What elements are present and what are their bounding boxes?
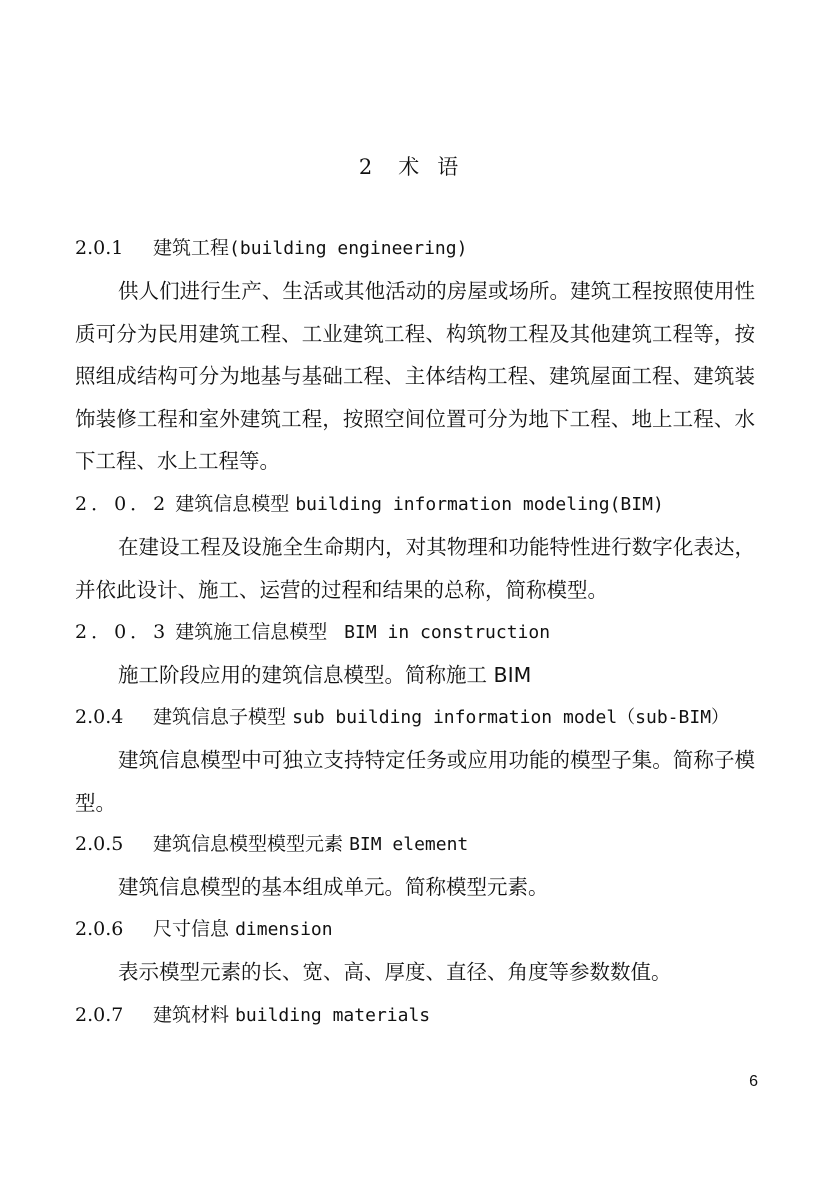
chapter-number: 2 (358, 155, 375, 179)
term-definition-2-0-3: 施工阶段应用的建筑信息模型。简称施工 BIM (118, 663, 532, 687)
term-name-zh: 建筑工程 (153, 237, 230, 259)
term-name-zh: 建筑信息模型模型元素 (153, 833, 344, 855)
term-definition-2-0-5: 建筑信息模型的基本组成单元。简称模型元素。 (118, 875, 549, 899)
term-name-en: BIM in construction (333, 622, 551, 643)
term-definition-2-0-6: 表示模型元素的长、宽、高、厚度、直径、角度等参数数值。 (118, 960, 672, 984)
term-name-zh: 建筑信息模型 (175, 493, 290, 515)
term-number: 2.0.4 (75, 706, 124, 728)
term-heading-2-0-2 (75, 489, 765, 519)
term-name-zh: 尺寸信息 (153, 918, 230, 940)
term-name-zh: 建筑材料 (153, 1004, 230, 1026)
chapter-title (0, 150, 827, 184)
term-heading-2-0-4 (75, 702, 765, 732)
term-definition-2-0-4: 建筑信息模型中可独立支持特定任务或应用功能的模型子集。简称子模型。 (75, 748, 755, 815)
term-name-zh: 建筑施工信息模型 (175, 621, 328, 643)
term-name-en: (building engineering) (229, 238, 468, 259)
term-number: 2.0.1 (75, 237, 124, 259)
term-heading-2-0-7 (75, 1000, 765, 1030)
chapter-title-char-2: 语 (437, 155, 461, 179)
chapter-title-char-1: 术 (398, 155, 422, 179)
term-heading-2-0-6 (75, 914, 765, 944)
term-name-en: dimension (235, 919, 333, 940)
term-name-en: BIM element (349, 834, 469, 855)
term-name-en: building information modeling(BIM) (295, 494, 664, 515)
term-heading-2-0-1 (75, 233, 765, 263)
page-number: 6 (749, 1073, 758, 1090)
term-number: 2.0.7 (75, 1004, 124, 1026)
term-definition-2-0-2: 在建设工程及设施全生命期内，对其物理和功能特性进行数字化表达，并依此设计、施工、运营的过程和结果的总称，简称模型。 (75, 535, 755, 602)
term-number: 2．0．3 (75, 621, 170, 643)
term-heading-2-0-3 (75, 617, 765, 647)
term-heading-2-0-5 (75, 829, 765, 859)
term-name-en: building materials (235, 1005, 431, 1026)
term-name-en: sub building information model（sub-BIM） (292, 707, 730, 728)
term-number: 2.0.5 (75, 833, 124, 855)
term-name-zh: 建筑信息子模型 (153, 706, 287, 728)
term-definition-2-0-1: 供人们进行生产、生活或其他活动的房屋或场所。建筑工程按照使用性质可分为民用建筑工程、工业建筑工程、构筑物工程及其他建筑工程等，按照组成结构可分为地基与基础工程、主体结构工程、建筑屋面工程、建筑装饰装修工程和室外建筑工程，按照空间位置可分为地下工程、地上工程、水下工程、水上工程等。 (75, 279, 755, 474)
term-number: 2.0.6 (75, 918, 124, 940)
term-number: 2．0．2 (75, 493, 170, 515)
